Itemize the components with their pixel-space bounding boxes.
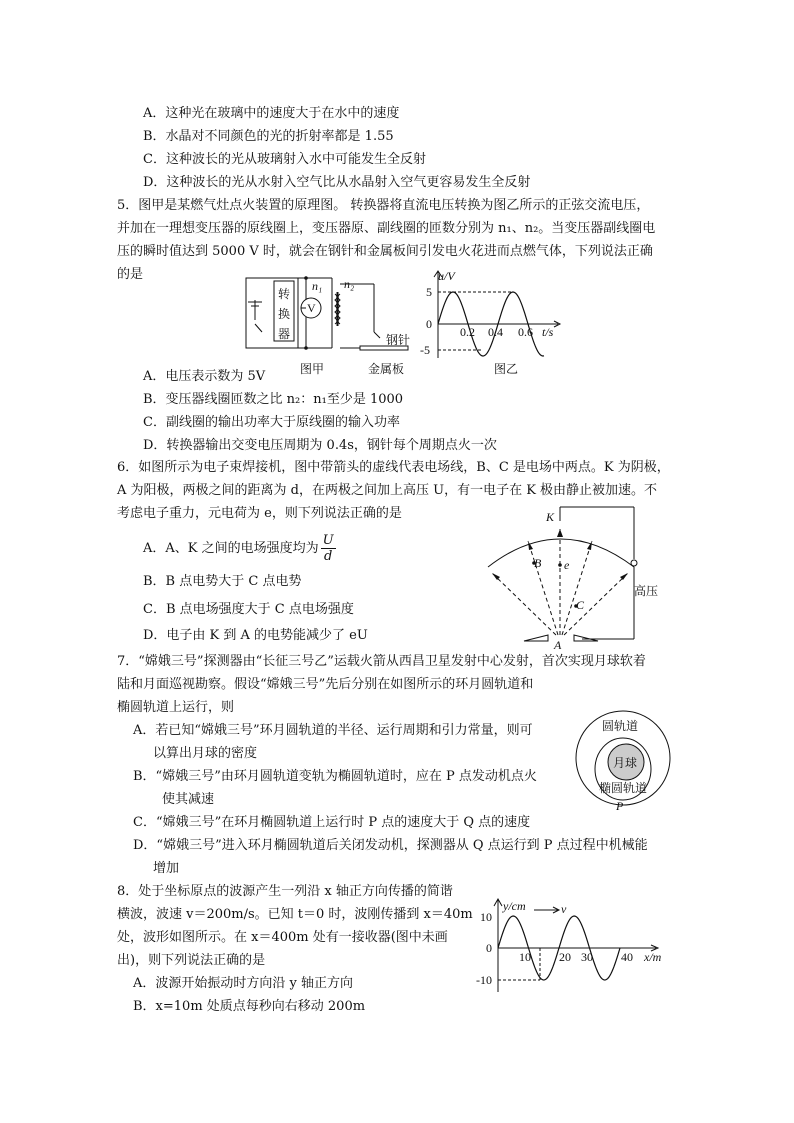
- q6-option-b: B．B 点电势大于 C 点电势: [143, 574, 302, 589]
- ytick-neg10: -10: [476, 973, 492, 987]
- q8-option-a: A．波源开始振动时方向沿 y 轴正方向: [133, 976, 353, 991]
- q7-option-c: C．“嫦娥三号”在环月椭圆轨道上运行时 P 点的速度大于 Q 点的速度: [133, 815, 531, 830]
- xtick-40: 40: [621, 950, 633, 964]
- q7-stem-line1: 7．“嫦娥三号”探测器由“长征三号乙”运载火箭从西昌卫星发射中心发射，首次实现月球软着: [117, 654, 646, 669]
- n2-label: n₂: [344, 277, 355, 291]
- q7-option-b-line2: 使其减速: [162, 792, 215, 807]
- y-axis-label: y/cm: [503, 899, 526, 913]
- label-moon: 月球: [613, 756, 638, 770]
- q7-option-b-line1: B．“嫦娥三号”由环月圆轨道变轨为椭圆轨道时，应在 P 点发动机点火: [133, 769, 537, 784]
- label-p: P: [616, 799, 624, 813]
- velocity-label: v: [561, 902, 567, 916]
- label-e: e: [564, 558, 570, 572]
- q6-option-a: A．A、K 之间的电场强度均为 $\frac{U}{d}$: [143, 533, 334, 564]
- q5-circuit-figure: [240, 272, 420, 380]
- u-axis-label: u/V: [438, 269, 455, 283]
- ytick-5: 5: [426, 285, 432, 299]
- q8-option-b: B．x=10m 处质点每秒向右移动 200m: [133, 999, 366, 1014]
- needle-label: 钢针: [386, 333, 411, 347]
- xtick-0.2: 0.2: [460, 325, 475, 339]
- q7-option-a-line2: 以算出月球的密度: [153, 746, 258, 761]
- q8-stem-line3: 处，波形如图所示。在 x＝400m 处有一接收器(图中未画: [117, 930, 448, 945]
- q8-wave-chart: [476, 896, 676, 996]
- ytick-zero: 0: [486, 941, 492, 955]
- q5-stem-line1: 5．图甲是某燃气灶点火装置的原理图。 转换器将直流电压转换为图乙所示的正弦交流电压，: [117, 198, 650, 213]
- q5-option-c: C．副线圈的输出功率大于原线圈的输入功率: [143, 415, 400, 430]
- label-c: C: [576, 598, 585, 612]
- label-k: K: [546, 510, 555, 524]
- q4-option-a: A．这种光在玻璃中的速度大于在水中的速度: [143, 106, 400, 121]
- fig-a-caption: 图甲: [300, 362, 325, 376]
- label-a: A: [554, 638, 562, 652]
- xtick-0.6: 0.6: [518, 325, 533, 339]
- q6-welder-figure: [478, 503, 659, 652]
- q7-option-d-line1: D．“嫦娥三号”进入环月椭圆轨道后关闭发动机，探测器从 Q 点运行到 P 点过程中机械能: [133, 838, 648, 853]
- voltmeter-label: V: [307, 301, 316, 315]
- q5-stem-line2: 并加在一理想变压器的原线圈上，变压器原、副线圈的匝数分别为 n₁、n₂。当变压器副线圈电: [117, 221, 656, 236]
- converter-label-2: 换: [278, 307, 291, 321]
- t-axis-label: t/s: [542, 325, 554, 339]
- label-b: B: [534, 556, 542, 570]
- xtick-0.4: 0.4: [488, 325, 503, 339]
- label-circle-orbit: 圆轨道: [602, 719, 639, 733]
- q8-stem-line1: 8．处于坐标原点的波源产生一列沿 x 轴正方向传播的简谐: [117, 884, 453, 899]
- q6-option-d: D．电子由 K 到 A 的电势能减少了 eU: [143, 628, 368, 643]
- q7-stem-line3: 椭圆轨道上运行，则: [117, 700, 235, 715]
- ytick-neg5: -5: [420, 343, 430, 357]
- q5-option-d: D．转换器输出交变电压周期为 0.4s，钢针每个周期点火一次: [143, 438, 497, 453]
- q6-stem-line1: 6．如图所示为电子束焊接机，图中带箭头的虚线代表电场线，B、C 是电场中两点。K 为阴极，: [117, 460, 670, 475]
- ytick-10: 10: [480, 910, 492, 924]
- q6-option-c: C．B 点电场强度大于 C 点电场强度: [143, 602, 354, 617]
- converter-label-3: 器: [278, 327, 291, 341]
- x-axis-label: x/m: [644, 950, 662, 964]
- q7-option-d-line2: 增加: [153, 861, 180, 876]
- label-ellipse-orbit: 椭圆轨道: [599, 781, 648, 795]
- q5-voltage-chart: [418, 268, 568, 380]
- fig-b-caption: 图乙: [494, 362, 519, 376]
- q7-orbit-figure: [570, 706, 676, 812]
- q5-stem-line4: 的是: [117, 267, 144, 282]
- q5-stem-line3: 压的瞬时值达到 5000 V 时，就会在钢针和金属板间引发电火花进而点燃气体，下列说法正确: [117, 244, 653, 259]
- q6-stem-line2: A 为阳极，两极之间的距离为 d，在两极之间加上高压 U，有一电子在 K 极由静止被加速。不: [117, 483, 658, 498]
- ytick-0: 0: [426, 317, 432, 331]
- label-high-voltage: 高压: [634, 584, 659, 598]
- xtick-10: 10: [519, 950, 531, 964]
- q7-stem-line2: 陆和月面巡视勘察。假设“嫦娥三号”先后分别在如图所示的环月圆轨道和: [117, 677, 534, 692]
- plate-label: 金属板: [368, 362, 405, 376]
- xtick-20: 20: [559, 950, 571, 964]
- n1-label: n₁: [312, 279, 323, 293]
- q6-stem-line3: 考虑电子重力，元电荷为 e，则下列说法正确的是: [117, 506, 402, 521]
- q5-option-b: B．变压器线圈匝数之比 n₂：n₁至少是 1000: [143, 392, 404, 407]
- q4-option-c: C．这种波长的光从玻璃射入水中可能发生全反射: [143, 152, 426, 167]
- q4-option-d: D．这种波长的光从水射入空气比从水晶射入空气更容易发生全反射: [143, 175, 531, 190]
- q5-option-a: A．电压表示数为 5V: [143, 369, 266, 384]
- xtick-30: 30: [581, 950, 593, 964]
- q7-option-a-line1: A．若已知“嫦娥三号”环月圆轨道的半径、运行周期和引力常量，则可: [133, 723, 533, 738]
- q8-stem-line4: 出)，则下列说法正确的是: [117, 953, 266, 968]
- q8-stem-line2: 横波，波速 v＝200m/s。已知 t＝0 时，波刚传播到 x＝40m: [117, 907, 473, 922]
- converter-label-1: 转: [278, 287, 291, 301]
- fraction-u-over-d: $\frac{U}{d}$: [322, 533, 334, 564]
- q4-option-b: B．水晶对不同颜色的光的折射率都是 1.55: [143, 129, 394, 144]
